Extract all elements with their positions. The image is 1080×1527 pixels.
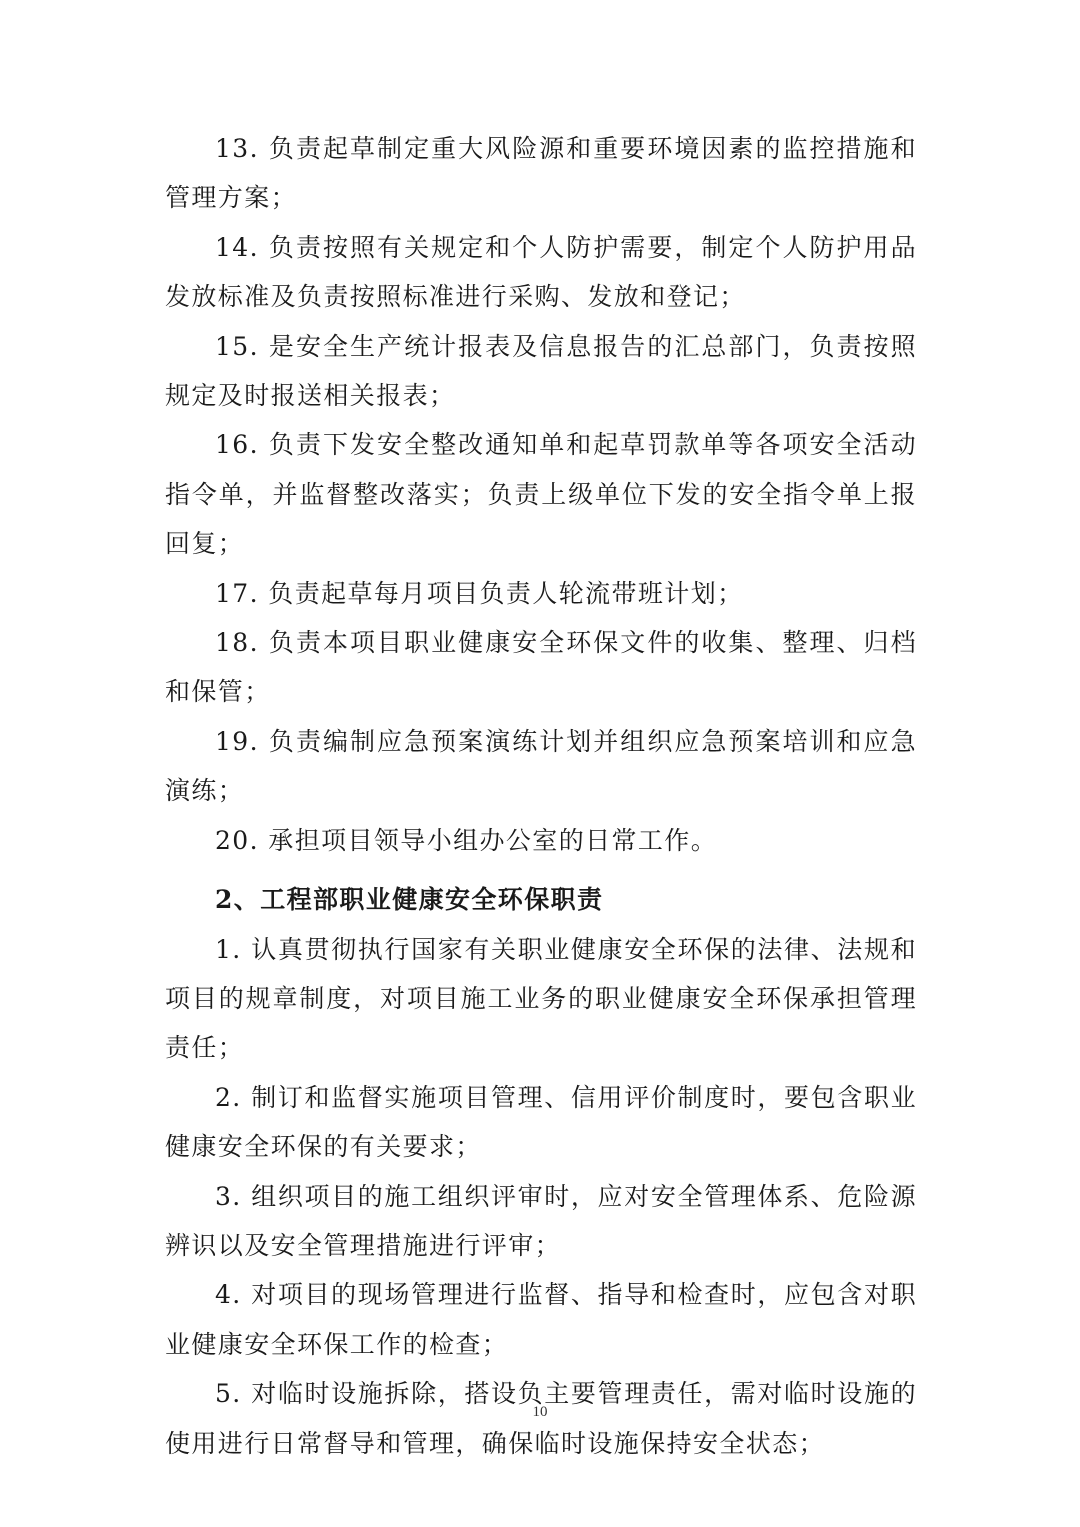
duty-item-14: 14. 负责按照有关规定和个人防护需要，制定个人防护用品发放标准及负责按照标准进行采购、发放和登记； — [165, 232, 917, 312]
engineering-duty-item-5: 5. 对临时设施拆除，搭设负主要管理责任，需对临时设施的使用进行日常督导和管理，确保临时设施保持安全状态； — [165, 1379, 917, 1458]
duty-item-16: 16. 负责下发安全整改通知单和起草罚款单等各项安全活动指令单，并监督整改落实；负责上级单位下发的安全指令单上报回复； — [165, 430, 917, 559]
engineering-duty-item-2: 2. 制订和监督实施项目管理、信用评价制度时，要包含职业健康安全环保的有关要求； — [165, 1082, 917, 1162]
duty-item-18: 18. 负责本项目职业健康安全环保文件的收集、整理、归档和保管； — [165, 628, 917, 707]
section-heading: 2、工程部职业健康安全环保职责 — [215, 885, 604, 915]
duty-item-19: 19. 负责编制应急预案演练计划并组织应急预案培训和应急演练； — [165, 726, 917, 806]
duty-item-20: 20. 承担项目领导小组办公室的日常工作。 — [215, 825, 718, 855]
engineering-duty-item-3: 3. 组织项目的施工组织评审时，应对安全管理体系、危险源辨识以及安全管理措施进行评审； — [165, 1181, 917, 1260]
page-number: 10 — [532, 1404, 548, 1420]
engineering-duty-item-1: 1. 认真贯彻执行国家有关职业健康安全环保的法律、法规和项目的规章制度，对项目施工业务的职业健康安全环保承担管理责任； — [165, 934, 917, 1063]
page-content — [165, 124, 917, 1468]
duty-item-13: 13. 负责起草制定重大风险源和重要环境因素的监控措施和管理方案； — [165, 134, 917, 213]
duty-item-15: 15. 是安全生产统计报表及信息报告的汇总部门，负责按照规定及时报送相关报表； — [165, 331, 917, 411]
duty-item-17: 17. 负责起草每月项目负责人轮流带班计划； — [215, 578, 744, 608]
engineering-duty-item-4: 4. 对项目的现场管理进行监督、指导和检查时，应包含对职业健康安全环保工作的检查； — [165, 1280, 917, 1359]
